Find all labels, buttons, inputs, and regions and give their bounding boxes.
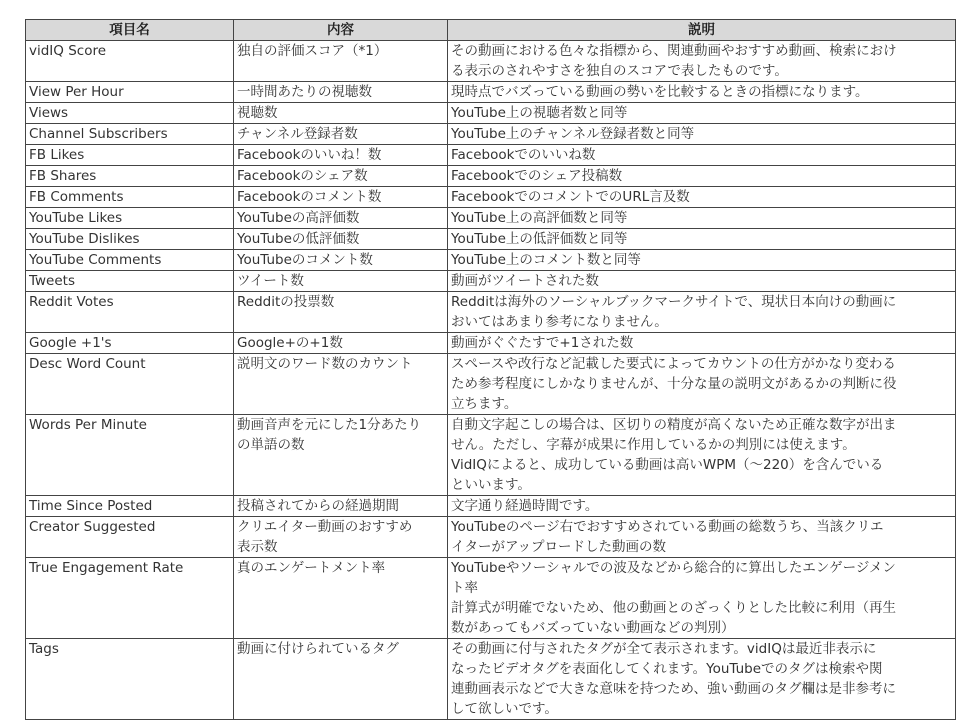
table-row	[26, 103, 956, 124]
metrics-table	[25, 19, 956, 720]
table-row	[26, 82, 956, 103]
table-row	[26, 208, 956, 229]
cell-content: Facebookのいいね！数	[234, 145, 448, 166]
cell-item-name: Reddit Votes	[26, 292, 234, 333]
cell-content: Redditの投票数	[234, 292, 448, 333]
cell-item-name: YouTube Dislikes	[26, 229, 234, 250]
cell-content: 動画音声を元にした1分あたり の単語の数	[234, 415, 448, 496]
header-description: 説明	[448, 20, 956, 41]
cell-description: その動画に付与されたタグが全て表示されます。vidIQは最近非表示に なったビデオタグを表面化してくれます。YouTubeでのタグは検索や関 連動画表示などで大きな意味を持つため、強い動画のタグ欄は是非参考に して欲しいです。	[448, 639, 956, 720]
cell-item-name: Google +1's	[26, 333, 234, 354]
cell-item-name: True Engagement Rate	[26, 558, 234, 639]
cell-description: スペースや改行など記載した要式によってカウントの仕方がかなり変わる ため参考程度にしかなりませんが、十分な量の説明文があるかの判断に役 立ちます。	[448, 354, 956, 415]
cell-item-name: Creator Suggested	[26, 517, 234, 558]
cell-content: YouTubeの高評価数	[234, 208, 448, 229]
cell-item-name: Channel Subscribers	[26, 124, 234, 145]
cell-item-name: Tweets	[26, 271, 234, 292]
cell-description: YouTube上の低評価数と同等	[448, 229, 956, 250]
table-row	[26, 166, 956, 187]
cell-content: YouTubeの低評価数	[234, 229, 448, 250]
cell-content: 一時間あたりの視聴数	[234, 82, 448, 103]
cell-content: 動画に付けられているタグ	[234, 639, 448, 720]
cell-item-name: View Per Hour	[26, 82, 234, 103]
cell-item-name: YouTube Likes	[26, 208, 234, 229]
table-row	[26, 496, 956, 517]
table-row	[26, 558, 956, 639]
cell-description: 動画がツイートされた数	[448, 271, 956, 292]
table-header-row	[26, 20, 956, 41]
cell-description: FacebookでのコメントでのURL言及数	[448, 187, 956, 208]
header-item-name: 項目名	[26, 20, 234, 41]
cell-content: ツイート数	[234, 271, 448, 292]
cell-description: 自動文字起こしの場合は、区切りの精度が高くないため正確な数字が出ま せん。ただし、字幕が成果に作用しているかの判別には使えます。 VidIQによると、成功している動画は高いWPM（～220）を含んでいる といいます。	[448, 415, 956, 496]
table-row	[26, 250, 956, 271]
cell-description: Redditは海外のソーシャルブックマークサイトで、現状日本向けの動画に おいてはあまり参考になりません。	[448, 292, 956, 333]
cell-description: YouTubeやソーシャルでの波及などから総合的に算出したエンゲージメン ト率 計算式が明確でないため、他の動画とのざっくりとした比較に利用（再生 数があってもバズっていない動画などの判別）	[448, 558, 956, 639]
cell-content: 真のエンゲートメント率	[234, 558, 448, 639]
table-row	[26, 229, 956, 250]
cell-content: 投稿されてからの経過期間	[234, 496, 448, 517]
cell-description: YouTubeのページ右でおすすめされている動画の総数うち、当該クリエ イターがアップロードした動画の数	[448, 517, 956, 558]
cell-content: Google+の+1数	[234, 333, 448, 354]
header-content: 内容	[234, 20, 448, 41]
cell-content: 説明文のワード数のカウント	[234, 354, 448, 415]
cell-content: チャンネル登録者数	[234, 124, 448, 145]
cell-item-name: Tags	[26, 639, 234, 720]
cell-description: YouTube上の高評価数と同等	[448, 208, 956, 229]
cell-content: YouTubeのコメント数	[234, 250, 448, 271]
table-row	[26, 639, 956, 720]
table-row	[26, 517, 956, 558]
table-body	[26, 41, 956, 720]
cell-item-name: FB Likes	[26, 145, 234, 166]
table-row	[26, 415, 956, 496]
cell-description: 文字通り経過時間です。	[448, 496, 956, 517]
cell-description: 動画がぐぐたすで+1された数	[448, 333, 956, 354]
table-row	[26, 187, 956, 208]
cell-item-name: Views	[26, 103, 234, 124]
cell-item-name: Words Per Minute	[26, 415, 234, 496]
table-row	[26, 354, 956, 415]
cell-item-name: FB Shares	[26, 166, 234, 187]
cell-description: その動画における色々な指標から、関連動画やおすすめ動画、検索におけ る表示のされやすさを独自のスコアで表したものです。	[448, 41, 956, 82]
cell-content: Facebookのコメント数	[234, 187, 448, 208]
cell-item-name: Desc Word Count	[26, 354, 234, 415]
table-row	[26, 145, 956, 166]
cell-content: Facebookのシェア数	[234, 166, 448, 187]
cell-content: 独自の評価スコア（*1）	[234, 41, 448, 82]
cell-content: クリエイター動画のおすすめ 表示数	[234, 517, 448, 558]
cell-item-name: YouTube Comments	[26, 250, 234, 271]
cell-description: 現時点でバズっている動画の勢いを比較するときの指標になります。	[448, 82, 956, 103]
cell-description: YouTube上の視聴者数と同等	[448, 103, 956, 124]
metrics-table-container	[25, 19, 955, 720]
cell-description: Facebookでのいいね数	[448, 145, 956, 166]
cell-item-name: FB Comments	[26, 187, 234, 208]
table-row	[26, 124, 956, 145]
cell-description: YouTube上のチャンネル登録者数と同等	[448, 124, 956, 145]
table-row	[26, 292, 956, 333]
table-row	[26, 41, 956, 82]
cell-content: 視聴数	[234, 103, 448, 124]
cell-description: YouTube上のコメント数と同等	[448, 250, 956, 271]
cell-item-name: Time Since Posted	[26, 496, 234, 517]
table-row	[26, 271, 956, 292]
table-row	[26, 333, 956, 354]
cell-item-name: vidIQ Score	[26, 41, 234, 82]
cell-description: Facebookでのシェア投稿数	[448, 166, 956, 187]
